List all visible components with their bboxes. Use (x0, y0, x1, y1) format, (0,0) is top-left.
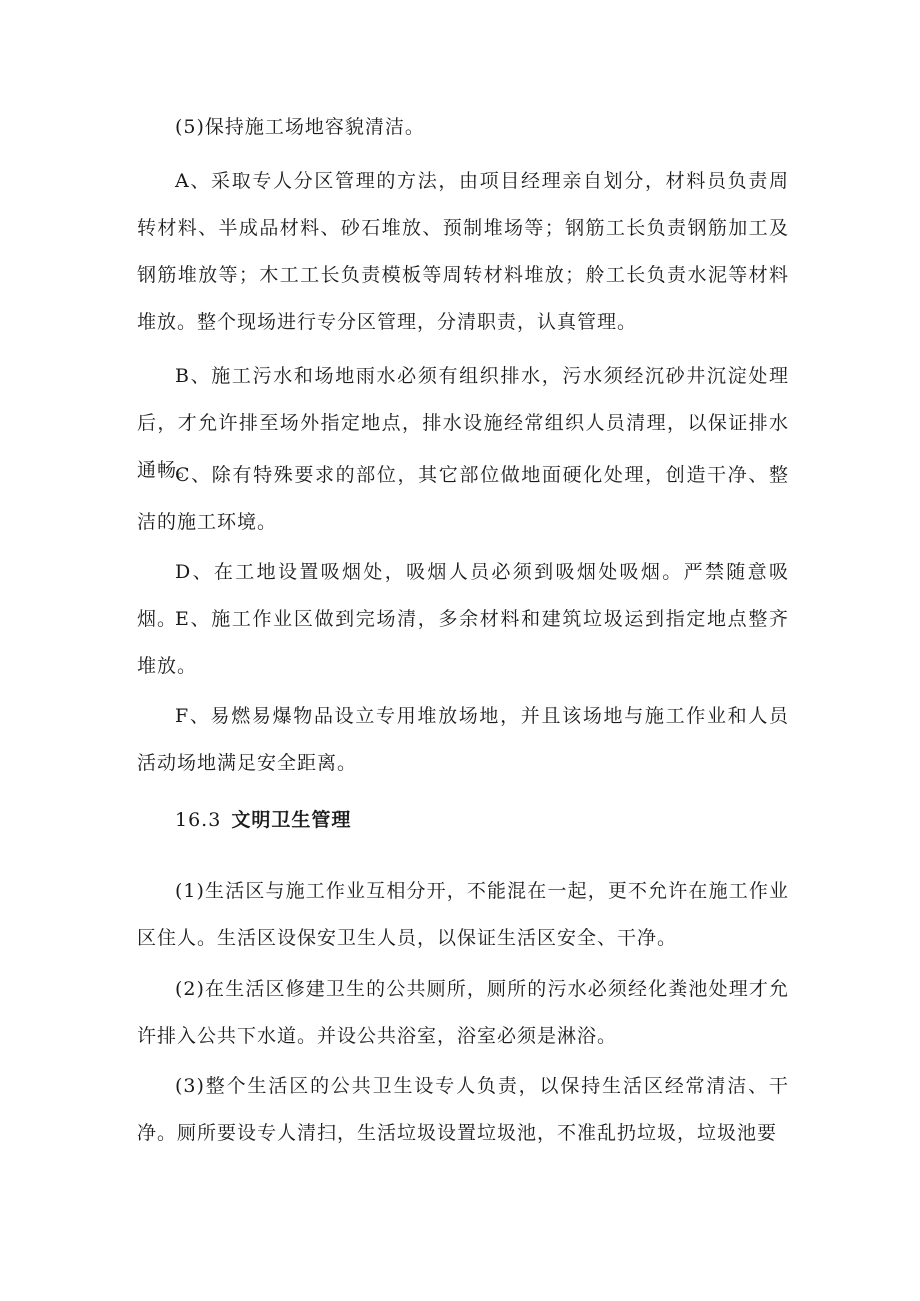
paragraph-5-title: (5)保持施工场地容貌清洁。 (175, 116, 425, 138)
paragraph-d: D、在工地设置吸烟处，吸烟人员必须到吸烟处吸烟。严禁随意吸烟。 (137, 561, 789, 630)
paragraph-e: E、施工作业区做到完场清，多余材料和建筑垃圾运到指定地点整齐堆放。 (137, 608, 789, 677)
paragraph-3: (3)整个生活区的公共卫生设专人负责，以保持生活区经常清洁、干净。厕所要设专人清扫，生活垃圾设置垃圾池，不准乱扔垃圾，垃圾池要 (137, 1075, 789, 1144)
paragraph-2: (2)在生活区修建卫生的公共厕所，厕所的污水必须经化粪池处理才允许排入公共下水道。并设公共浴室，浴室必须是淋浴。 (137, 978, 789, 1047)
section-number: 16.3 (175, 809, 222, 831)
paragraph-f: F、易燃易爆物品设立专用堆放场地，并且该场地与施工作业和人员活动场地满足安全距离。 (137, 705, 789, 774)
paragraph-1: (1)生活区与施工作业互相分开，不能混在一起，更不允许在施工作业区住人。生活区设保安卫生人员，以保证生活区安全、干净。 (137, 880, 789, 949)
paragraph-c: C、除有特殊要求的部位，其它部位做地面硬化处理，创造干净、整洁的施工环境。 (137, 464, 789, 533)
paragraph-a: A、采取专人分区管理的方法，由项目经理亲自划分，材料员负责周转材料、半成品材料、砂石堆放、预制堆场等；钢筋工长负责钢筋加工及钢筋堆放等；木工工长负责模板等周转材料堆放；舲工长负责水泥等材料堆放。整个现场进行专分区管理，分清职责，认真管理。 (137, 170, 789, 333)
section-title: 文明卫生管理 (231, 809, 352, 831)
section-heading (175, 797, 775, 844)
paragraph-b: B、施工污水和场地雨水必须有组织排水，污水须经沉砂井沉淀处理后，才允许排至场外指定地点，排水设施经常组织人员清理，以保证排水通畅。 (137, 365, 789, 481)
